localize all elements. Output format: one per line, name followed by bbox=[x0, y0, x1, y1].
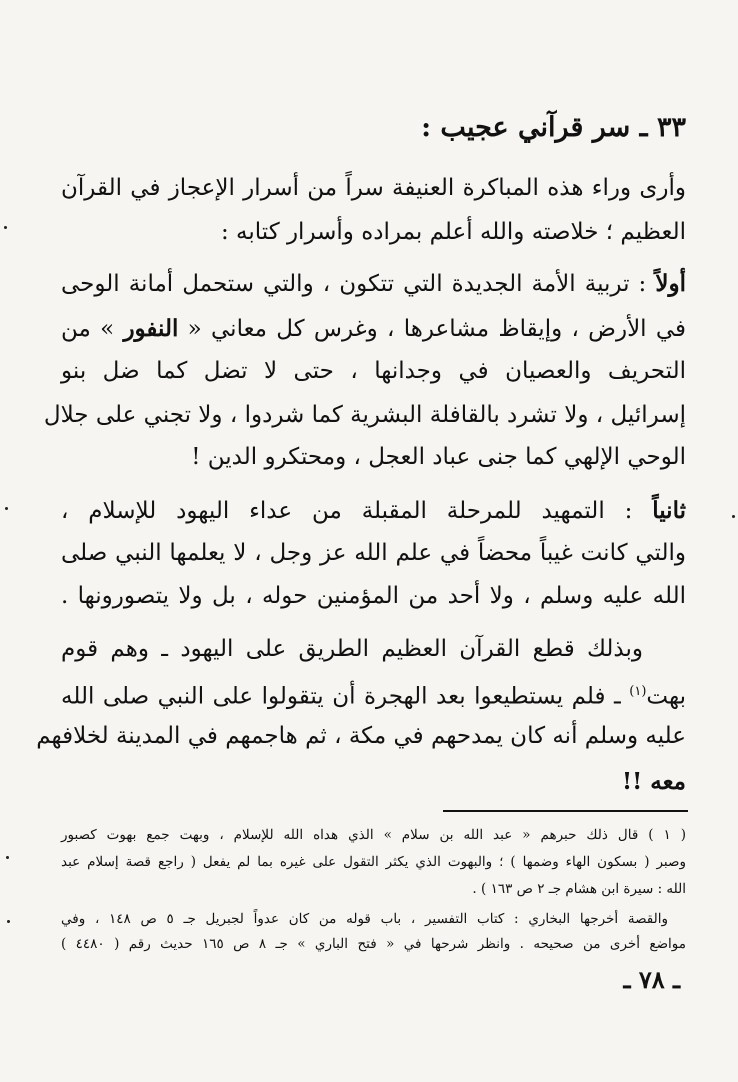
second-point-line-3: الله عليه وسلم ، ولا أحد من المؤمنين حوله ، بل ولا يتصورونها . bbox=[61, 583, 686, 609]
second-point-text: : التمهيد للمرحلة المقبلة من عداء اليهود للإسلام ، bbox=[61, 498, 653, 524]
second-point-line-1 bbox=[61, 495, 686, 527]
third-para-line-3: عليه وسلم أنه كان يمدحهم في مكة ، ثم هاجمهم في المدينة لخلافهم bbox=[36, 723, 686, 749]
footnote-separator bbox=[443, 810, 688, 812]
second-point-line-2: والتي كانت غيباً محضاً في علم الله عز وجل ، لا يعلمها النبي صلى bbox=[61, 540, 686, 566]
footnote-line-5: مواضع أخرى من صحيحه . وانظر شرحها في « فتح الباري » جـ ٨ ص ١٦٥ حديث رقم ( ٤٤٨٠ ) bbox=[61, 936, 686, 952]
footnote-line-2: وصبر ( بسكون الهاء وضمها ) ؛ والبهوت الذي يكثر التقول على غيره بما لم يفعل ( راجع قصة إسلام عبد bbox=[61, 854, 686, 870]
footnote-line-3: الله : سيرة ابن هشام جـ ٢ ص ١٦٣ ) . bbox=[472, 881, 686, 897]
first-point-line-5: الوحي الإلهي كما جنى عباد العجل ، ومحتكرو الدين ! bbox=[191, 444, 686, 470]
third-para-line-1: وبذلك قطع القرآن العظيم الطريق على اليهود ـ وهم قوم bbox=[61, 636, 643, 662]
scan-speck bbox=[732, 515, 735, 518]
first-point-text: : تربية الأمة الجديدة التي تتكون ، والتي ستحمل أمانة الوحى bbox=[61, 271, 656, 297]
footnote-line-4: والقصة أخرجها البخاري : كتاب التفسير ، باب قوله من كان عدواً لجبريل جـ ٥ ص ١٤٨ ، وفي bbox=[61, 911, 668, 927]
scan-speck bbox=[4, 226, 7, 229]
third-para-text-2a: بهت bbox=[646, 683, 686, 710]
third-para-text-2b: ـ فلم يستطيعوا بعد الهجرة أن يتقولوا على النبي صلى الله bbox=[61, 683, 630, 710]
scan-speck bbox=[6, 856, 9, 859]
first-point-line-3: التحريف والعصيان في وجدانها ، حتى لا تضل كما ضل بنو bbox=[61, 358, 686, 384]
section-heading: ٣٣ ـ سر قرآني عجيب : bbox=[421, 112, 686, 143]
first-point-text-2a: في الأرض ، وإيقاظ مشاعرها ، وغرس كل معاني « bbox=[178, 316, 686, 342]
third-para-line-2 bbox=[61, 676, 686, 713]
scan-speck bbox=[5, 507, 8, 510]
footnote-ref: (١) bbox=[629, 684, 647, 699]
first-point-line-1 bbox=[61, 268, 686, 300]
first-point-line-4: إسرائيل ، ولا تشرد بالقافلة البشرية كما شردوا ، ولا تجني على جلال bbox=[43, 402, 686, 428]
footnote-line-1: ( ١ ) قال ذلك حبرهم « عبد الله بن سلام » الذي هداه الله للإسلام ، وبهت جمع بهوت كصبور bbox=[61, 827, 686, 843]
scan-speck bbox=[7, 920, 10, 923]
page-number: ـ ٧٨ ـ bbox=[623, 965, 680, 994]
first-point-text-2b: » من bbox=[61, 316, 124, 342]
second-point-label: ثانياً bbox=[652, 497, 686, 524]
first-point-line-2 bbox=[61, 313, 686, 345]
intro-line-2: العظيم ؛ خلاصته والله أعلم بمراده وأسرار كتابه : bbox=[220, 219, 686, 245]
third-para-line-4: معه !! bbox=[622, 768, 686, 795]
intro-line-1: وأرى وراء هذه المباكرة العنيفة سراً من أسرار الإعجاز في القرآن bbox=[61, 175, 686, 201]
emphasis-term: النفور bbox=[123, 315, 179, 342]
first-point-label: أولاً bbox=[655, 270, 686, 297]
